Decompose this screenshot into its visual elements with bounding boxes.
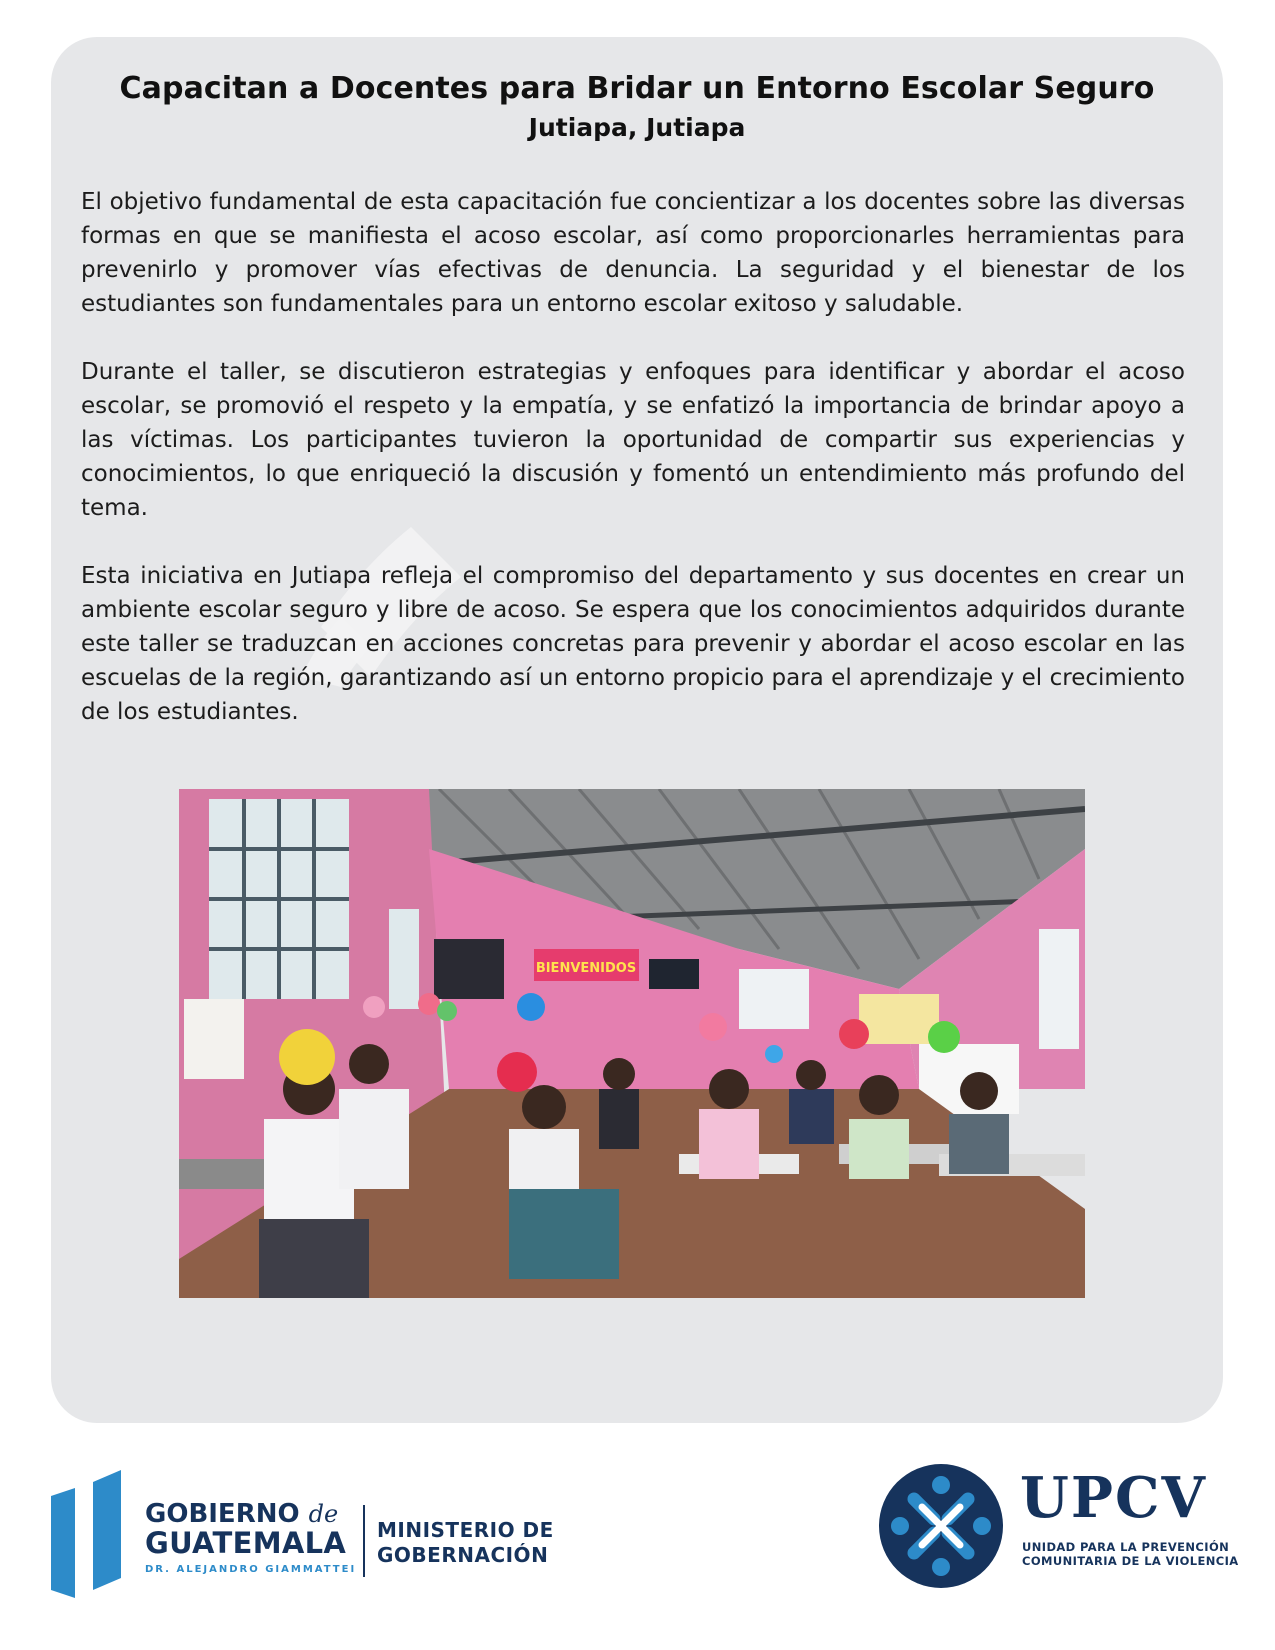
article-card	[51, 37, 1223, 1423]
article-location: Jutiapa, Jutiapa	[528, 113, 746, 142]
gobierno-line3: DR. ALEJANDRO GIAMMATTEI	[145, 1564, 357, 1575]
upcv-sub-line2: COMUNITARIA DE LA VIOLENCIA	[1022, 1554, 1239, 1568]
upcv-subtitle	[1022, 1540, 1239, 1568]
paragraph-1: El objetivo fundamental de esta capacitación fue concientizar a los docentes sobre las diversas formas en que se manifiesta el acoso escolar, así como proporcionarles herramientas para prevenirlo y promover vías efectivas de denuncia. La seguridad y el bienestar de los estudiantes son fundamentales para un entorno escolar exitoso y saludable.	[81, 189, 1185, 317]
ministerio-line2: GOBERNACIÓN	[377, 1543, 549, 1567]
classroom-photo	[179, 789, 1085, 1298]
gobierno-logo-icon	[51, 1470, 125, 1598]
article-title: Capacitan a Docentes para Bridar un Entorno Escolar Seguro	[119, 71, 1155, 106]
upcv-emblem-icon	[878, 1463, 1004, 1589]
upcv-sub-line1: UNIDAD PARA LA PREVENCIÓN	[1022, 1540, 1230, 1554]
gobierno-line1: GOBIERNO	[145, 1499, 300, 1529]
upcv-title: UPCV	[1020, 1465, 1207, 1531]
paragraph-2: Durante el taller, se discutieron estrategias y enfoques para identificar y abordar el acoso escolar, se promovió el respeto y la empatía, y se enfatizó la importancia de brindar apoyo a las víctimas. Los participantes tuvieron la oportunidad de compartir sus experiencias y conocimientos, lo que enriqueció la discusión y fomentó un entendimiento más profundo del tema.	[81, 359, 1185, 521]
ministerio-line1: MINISTERIO DE	[377, 1518, 554, 1542]
paragraph-3: Esta iniciativa en Jutiapa refleja el compromiso del departamento y sus docentes en crear un ambiente escolar seguro y libre de acoso. Se espera que los conocimientos adquiridos durante este taller se traduzcan en acciones concretas para prevenir y abordar el acoso escolar en las escuelas de la región, garantizando así un entorno propicio para el aprendizaje y el crecimiento de los estudiantes.	[81, 563, 1185, 725]
gobierno-de: de	[308, 1500, 339, 1528]
gobierno-wordmark	[145, 1500, 360, 1575]
article-body	[81, 185, 1185, 763]
welcome-banner: BIENVENIDOS	[535, 961, 637, 976]
footer-divider	[363, 1505, 365, 1577]
ministerio-wordmark	[377, 1518, 554, 1568]
gobierno-line2: GUATEMALA	[145, 1526, 347, 1560]
